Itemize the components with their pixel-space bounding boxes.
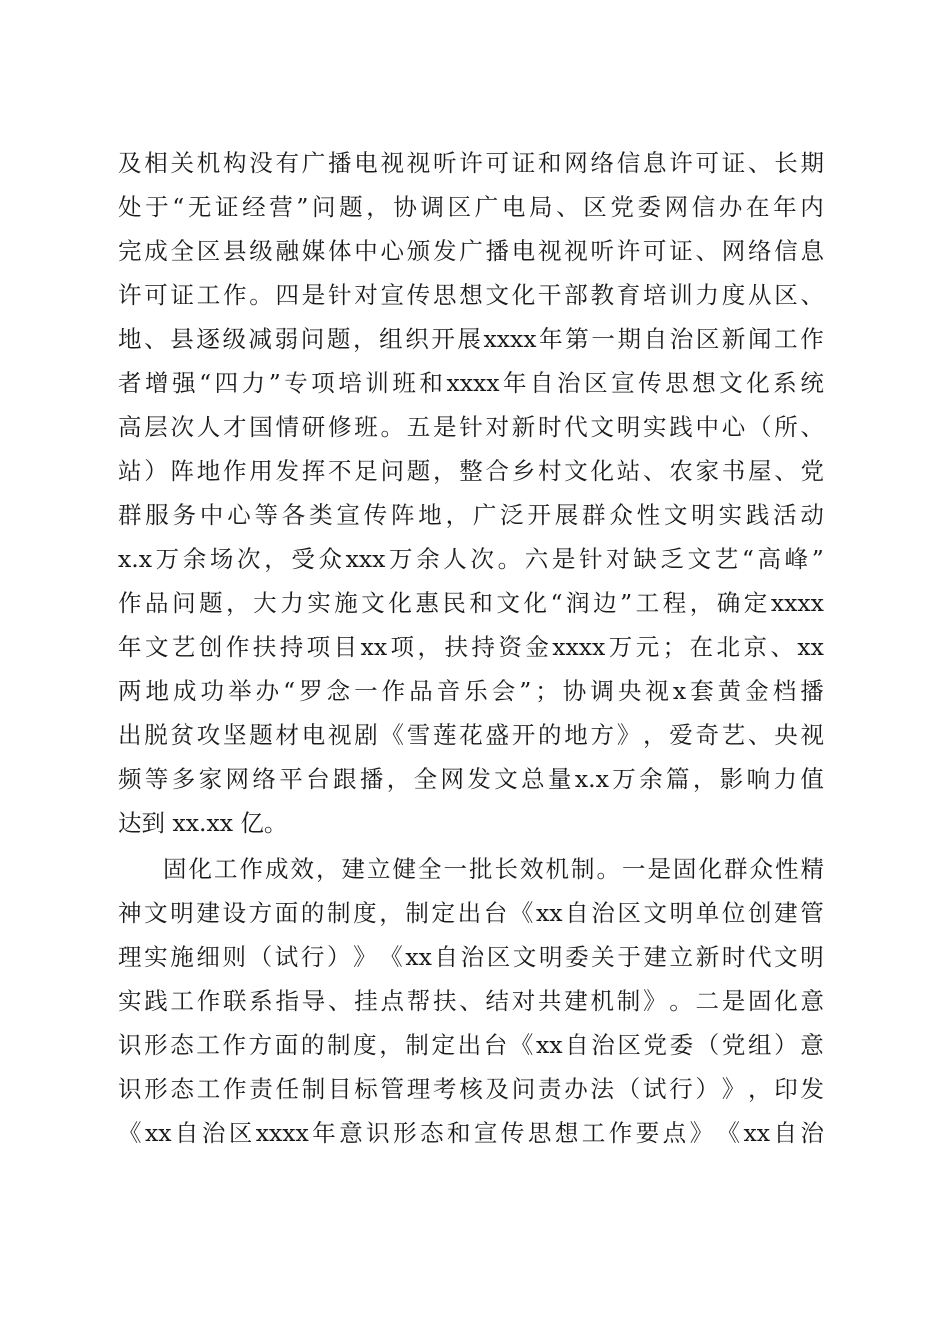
paragraph-line: 完 成 全 区 县 级 融 媒 体 中 心 颁 发 广 播 电 视 视 听 许 可 证 、 网 络 信 息 xyxy=(118,237,824,265)
paragraph-2 xyxy=(118,847,824,1155)
paragraph-line: 处 于 “ 无 证 经 营 ” 问 题 ， 协 调 区 广 电 局 、 区 党 委 网 信 办 在 年 内 xyxy=(118,193,824,221)
paragraph-line: 及 相 关 机 构 没 有 广 播 电 视 视 听 许 可 证 和 网 络 信 息 许 可 证 、 长 期 xyxy=(118,149,824,177)
paragraph-line: 两 地 成 功 举 办 “ 罗 念 一 作 品 音 乐 会 ” ； 协 调 央 视 x 套 黄 金 档 播 xyxy=(118,677,824,705)
paragraph-line: 许 可 证 工 作 。 四 是 针 对 宣 传 思 想 文 化 干 部 教 育 培 训 力 度 从 区 、 xyxy=(118,281,824,309)
paragraph-line: 出 脱 贫 攻 坚 题 材 电 视 剧 《 雪 莲 花 盛 开 的 地 方 》 ， 爱 奇 艺 、 央 视 xyxy=(118,721,824,749)
paragraph-line: 《 xx 自 治 区 xxxx 年 意 识 形 态 和 宣 传 思 想 工 作 要 点 》 《 xx 自 治 xyxy=(118,1119,824,1147)
paragraph-line: 站 ） 阵 地 作 用 发 挥 不 足 问 题 ， 整 合 乡 村 文 化 站 、 农 家 书 屋 、 党 xyxy=(118,457,824,485)
paragraph-line: 群 服 务 中 心 等 各 类 宣 传 阵 地 ， 广 泛 开 展 群 众 性 文 明 实 践 活 动 xyxy=(118,501,824,529)
paragraph-line: 固 化 工 作 成 效 ， 建 立 健 全 一 批 长 效 机 制 。 一 是 固 化 群 众 性 精 xyxy=(163,855,824,883)
paragraph-line: 年 文 艺 创 作 扶 持 项 目 xx 项 ， 扶 持 资 金 xxxx 万 元 ； 在 北 京 、 xx xyxy=(118,633,824,661)
paragraph-line: 实 践 工 作 联 系 指 导 、 挂 点 帮 扶 、 结 对 共 建 机 制 》 。 二 是 固 化 意 xyxy=(118,987,824,1015)
paragraph-line: 神 文 明 建 设 方 面 的 制 度 ， 制 定 出 台 《 xx 自 治 区 文 明 单 位 创 建 管 xyxy=(118,899,824,927)
paragraph-1 xyxy=(118,141,824,845)
paragraph-line: 理 实 施 细 则 （ 试 行 ） 》 《 xx 自 治 区 文 明 委 关 于 建 立 新 时 代 文 明 xyxy=(118,943,824,971)
paragraph-line: 作 品 问 题 ， 大 力 实 施 文 化 惠 民 和 文 化 “ 润 边 ” 工 程 ， 确 定 xxxx xyxy=(118,589,824,617)
paragraph-line: 识 形 态 工 作 责 任 制 目 标 管 理 考 核 及 问 责 办 法 （ 试 行 ） 》 ， 印 发 xyxy=(118,1075,824,1103)
paragraph-line: 高 层 次 人 才 国 情 研 修 班 。 五 是 针 对 新 时 代 文 明 实 践 中 心 （ 所 、 xyxy=(118,413,824,441)
paragraph-line: 地 、 县 逐 级 减 弱 问 题 ， 组 织 开 展 xxxx 年 第 一 期 自 治 区 新 闻 工 作 xyxy=(118,325,824,353)
paragraph-line: 识 形 态 工 作 方 面 的 制 度 ， 制 定 出 台 《 xx 自 治 区 党 委 （ 党 组 ） 意 xyxy=(118,1031,824,1059)
paragraph-line: x.x 万 余 场 次 ， 受 众 xxx 万 余 人 次 。 六 是 针 对 缺 乏 文 艺 “ 高 峰 ” xyxy=(118,545,824,573)
paragraph-line: 达到 xx.xx 亿。 xyxy=(118,809,288,837)
paragraph-line: 频 等 多 家 网 络 平 台 跟 播 ， 全 网 发 文 总 量 x.x 万 余 篇 ， 影 响 力 值 xyxy=(118,765,824,793)
paragraph-line: 者 增 强 “ 四 力 ” 专 项 培 训 班 和 xxxx 年 自 治 区 宣 传 思 想 文 化 系 统 xyxy=(118,369,824,397)
